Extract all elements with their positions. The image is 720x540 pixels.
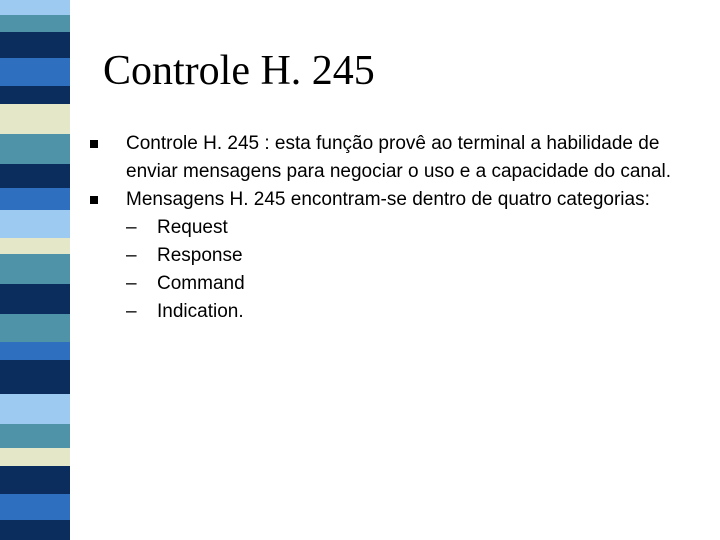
- slide-title: Controle H. 245: [103, 48, 375, 94]
- strip-block-teal: [0, 424, 70, 448]
- sub-item-text: Request: [157, 217, 228, 238]
- decorative-color-strip: [0, 0, 70, 540]
- square-bullet-icon: [90, 196, 98, 204]
- strip-block-teal: [0, 15, 70, 32]
- strip-block-teal: [0, 254, 70, 284]
- strip-block-navy: [0, 164, 70, 188]
- strip-block-blue: [0, 188, 70, 210]
- sub-item: [90, 270, 700, 298]
- strip-block-navy: [0, 32, 70, 58]
- strip-block-navy: [0, 86, 70, 104]
- strip-block-cream: [0, 238, 70, 254]
- strip-block-cream: [0, 104, 70, 134]
- sub-item-text: Response: [157, 245, 243, 266]
- dash-marker: –: [126, 273, 137, 294]
- sub-item: [90, 242, 700, 270]
- bullet-text: Controle H. 245 : esta função provê ao terminal a habilidade de enviar mensagens para negociar o uso e a capacidade do canal.: [126, 133, 672, 182]
- strip-block-blue: [0, 494, 70, 520]
- strip-block-navy: [0, 284, 70, 314]
- sub-item: [90, 298, 700, 326]
- sub-item-text: Command: [157, 273, 245, 294]
- dash-marker: –: [126, 301, 137, 322]
- strip-block-light-blue: [0, 0, 70, 15]
- sub-item-text: Indication.: [157, 301, 244, 322]
- strip-block-navy: [0, 466, 70, 494]
- strip-block-blue: [0, 342, 70, 360]
- sub-item: [90, 214, 700, 242]
- strip-block-navy: [0, 520, 70, 540]
- square-bullet-icon: [90, 140, 98, 148]
- strip-block-navy: [0, 360, 70, 394]
- bullet-item: [90, 130, 700, 186]
- bullet-item: [90, 186, 700, 214]
- strip-block-cream: [0, 448, 70, 466]
- strip-block-blue: [0, 58, 70, 86]
- dash-marker: –: [126, 217, 137, 238]
- dash-marker: –: [126, 245, 137, 266]
- strip-block-light-blue: [0, 210, 70, 238]
- slide-body: [90, 130, 700, 326]
- strip-block-teal: [0, 134, 70, 164]
- strip-block-teal: [0, 314, 70, 342]
- strip-block-light-blue: [0, 394, 70, 424]
- bullet-text: Mensagens H. 245 encontram-se dentro de quatro categorias:: [126, 189, 650, 210]
